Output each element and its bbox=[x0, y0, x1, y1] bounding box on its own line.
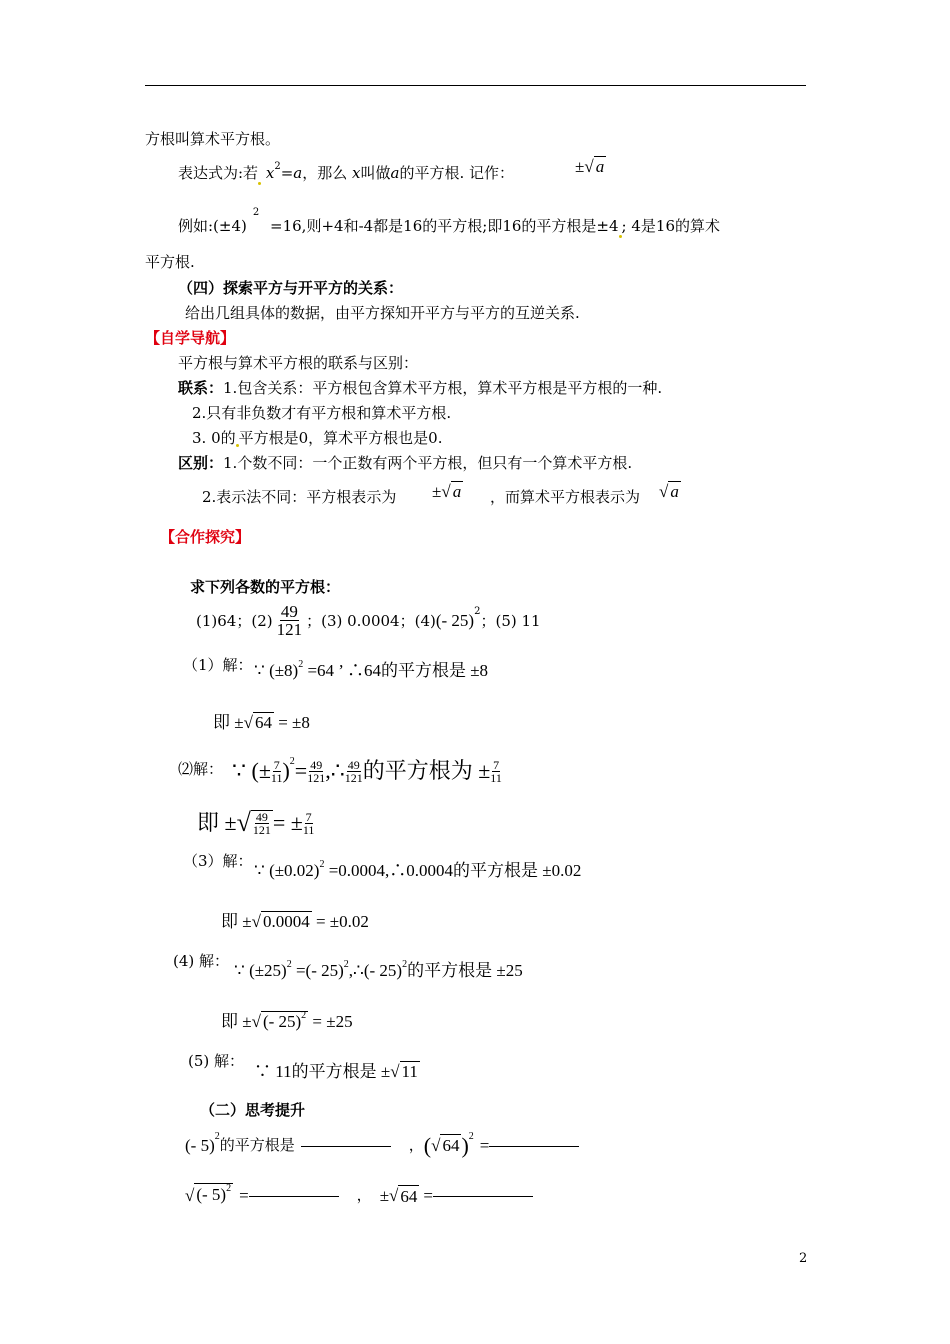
sol4-sup2: 2 bbox=[343, 959, 349, 970]
r1a-text: 的平方根是 bbox=[219, 1137, 295, 1154]
sikao-title: （二）思考提升 bbox=[200, 1101, 306, 1119]
sol1-ji: 即 ± bbox=[213, 713, 244, 732]
lianxi-1: 1.包含关系：平方根包含算术平方根，算术平方根是平方根的一种. bbox=[223, 379, 663, 397]
sol2-label: ⑵解： bbox=[178, 760, 224, 778]
sol2-frac-7-11-b bbox=[490, 759, 502, 784]
answer-blank-2[interactable] bbox=[489, 1145, 579, 1147]
pm-sign-2: ± bbox=[432, 482, 442, 501]
def-a2: a bbox=[390, 164, 400, 182]
sol4-res: = ±25 bbox=[308, 1012, 353, 1031]
sol4-sup3: 2 bbox=[402, 959, 408, 970]
sol4-result: 即 ±√ (- 25)$^2$ = ±25 bbox=[221, 1010, 353, 1031]
header-rule bbox=[145, 85, 806, 86]
sol1-rest: =64 ’ ∴64的平方根是 ±8 bbox=[303, 661, 489, 680]
item-4-sup: 2 bbox=[474, 605, 481, 617]
def-sup: 2 bbox=[274, 161, 281, 172]
qubie-1: 1.个数不同：一个正数有两个平方根，但只有一个算术平方根. bbox=[223, 454, 633, 472]
r2b-pm: ± bbox=[379, 1186, 390, 1205]
def-end: 的平方根. 记作： bbox=[399, 164, 514, 182]
r2a-radsign: √ bbox=[185, 1186, 195, 1205]
sol2-fd4: 11 bbox=[490, 770, 502, 785]
example-line bbox=[178, 207, 720, 238]
sol4-label: (4) 解： bbox=[173, 952, 230, 970]
sol3-sup: 2 bbox=[319, 859, 325, 870]
qubie-notation-pm: ±√ a bbox=[432, 482, 462, 501]
sol3-result: 即 ±√ 0.0004 = ±0.02 bbox=[221, 912, 369, 931]
lianxi-label: 联系： bbox=[178, 379, 224, 397]
answer-blank-1[interactable] bbox=[301, 1145, 391, 1147]
sol1-sup: 2 bbox=[298, 659, 304, 670]
answer-blank-4[interactable] bbox=[433, 1195, 533, 1197]
qubie-notation-arith: √ a bbox=[659, 482, 679, 501]
radicand-a: a bbox=[595, 157, 605, 176]
sol2-ji: 即 ± bbox=[197, 810, 237, 835]
item-5: ；(5) 11 bbox=[480, 611, 541, 630]
sol2-mid: ,∴ bbox=[325, 758, 345, 783]
sol2-eq bbox=[232, 758, 502, 784]
def-pre: 表达式为:若 bbox=[178, 164, 259, 182]
def-a: a bbox=[293, 164, 303, 182]
mark-dot-2 bbox=[619, 235, 622, 238]
sol3-label: （3）解： bbox=[183, 852, 253, 870]
def-x2: x bbox=[352, 164, 361, 182]
r2a-sup: 2 bbox=[226, 1183, 232, 1194]
item-3: ；(3) 0.0004； bbox=[306, 611, 415, 630]
sikao-row-1: (- 5) 2 的平方根是 ， ( √ 64 ) 2 = bbox=[185, 1134, 579, 1157]
frac-num: 49 bbox=[280, 602, 298, 621]
page-number: 2 bbox=[799, 1251, 808, 1266]
sol3-rad: 0.0004 bbox=[262, 912, 310, 931]
sol2-fd5: 11 bbox=[302, 822, 315, 837]
sol2-result bbox=[197, 810, 314, 836]
hezuo-title: 【合作探究】 bbox=[160, 528, 251, 546]
def-notation: ±√ a bbox=[575, 157, 605, 176]
lianxi-line-2: 2.只有非负数才有平方根和算术平方根. bbox=[192, 404, 452, 422]
lianxi-line-1 bbox=[178, 379, 662, 397]
example-text: =16,则+4和-4都是16的平方根;即16的平方根是±4 bbox=[270, 217, 619, 235]
sol4-ji: 即 ± bbox=[221, 1012, 252, 1031]
sol2-eq2: = ± bbox=[272, 810, 303, 835]
sol1-result: 即 ±√ 64 = ±8 bbox=[213, 713, 310, 732]
sol5-eq: ∵ 11的平方根是 ±√ 11 bbox=[254, 1062, 418, 1081]
item-2: (2) bbox=[251, 611, 273, 630]
qubie-line-2: 2.表示法不同：平方根表示为 bbox=[202, 488, 397, 506]
sol5-rad: 11 bbox=[401, 1062, 418, 1081]
comma-1: ， bbox=[408, 1137, 424, 1154]
frac-den: 121 bbox=[276, 620, 303, 639]
sol2-post: ) bbox=[282, 758, 290, 783]
item-1: (1)64； bbox=[196, 611, 252, 630]
r1a: (- 5) bbox=[185, 1135, 215, 1155]
example-text2: ; 4是16的算术 bbox=[621, 217, 720, 235]
radicand-a-3: a bbox=[670, 482, 679, 501]
zixue-title: 【自学导航】 bbox=[145, 329, 236, 347]
sikao-row-2: √ (- 5)$^2$ = ， ± √ 64 = bbox=[185, 1183, 533, 1209]
item-4-value: (- 25) bbox=[435, 610, 475, 630]
sol1-eq-a: ∵ (±8) bbox=[254, 661, 299, 680]
paragraph-continuation: 方根叫算术平方根。 bbox=[145, 130, 281, 148]
sol4-eq bbox=[234, 960, 523, 985]
sol3-ji: 即 ± bbox=[221, 912, 252, 931]
sol2-frac-7-11-c bbox=[303, 811, 315, 836]
item-4: (4) bbox=[414, 611, 436, 630]
sol2-radical-sign: √ bbox=[236, 808, 251, 837]
sol4-rest: 的平方根是 ±25 bbox=[407, 961, 523, 980]
sol3-res: = ±0.02 bbox=[311, 912, 369, 931]
sol1-label: （1）解： bbox=[183, 656, 253, 674]
sol2-fd: 11 bbox=[270, 770, 283, 785]
task-title: 求下列各数的平方根： bbox=[190, 578, 341, 596]
def-mid2: 叫做 bbox=[360, 164, 391, 182]
sol5-label: (5) 解： bbox=[188, 1052, 245, 1070]
sol4-eq-a: ∵ (±25) bbox=[234, 961, 287, 980]
section4-body: 给出几组具体的数据，由平方探知开平方与平方的互逆关系. bbox=[185, 304, 580, 322]
r1b-sup: 2 bbox=[468, 1130, 474, 1142]
sol2-rd: 121 bbox=[252, 823, 271, 837]
radicand-a-2: a bbox=[452, 482, 462, 501]
sol3-eq bbox=[254, 860, 581, 885]
sol4-rad bbox=[261, 1011, 308, 1031]
sol2-pre: ∵ (± bbox=[232, 758, 271, 783]
answer-blank-3[interactable] bbox=[249, 1195, 339, 1197]
sol2-end: 的平方根为 ± bbox=[362, 758, 491, 783]
sol2-rn: 49 bbox=[255, 810, 268, 824]
sol1-rad: 64 bbox=[254, 713, 272, 732]
example-continuation: 平方根. bbox=[145, 253, 195, 271]
sol2-fn3: 49 bbox=[347, 757, 360, 772]
sol5-pre: ∵ 11的平方根是 ± bbox=[254, 1062, 391, 1081]
sol4-radsup: 2 bbox=[301, 1010, 307, 1021]
sol2-eq-sign: = bbox=[294, 758, 308, 783]
def-mid: ，那么 bbox=[302, 164, 348, 182]
sol2-fn2: 49 bbox=[310, 757, 323, 772]
sol2-fd2: 121 bbox=[307, 770, 326, 785]
sol3-eq-a: ∵ (±0.02) bbox=[254, 861, 320, 880]
lianxi-3b: 平方根是0，算术平方根也是0. bbox=[238, 429, 443, 447]
comma-2: ， bbox=[356, 1188, 372, 1204]
pm-sign: ± bbox=[575, 157, 585, 176]
def-x: x bbox=[265, 164, 275, 182]
r2b-rad: 64 bbox=[400, 1186, 418, 1206]
sol2-frac-49-121-b bbox=[345, 759, 363, 784]
r2b-eq: = bbox=[423, 1186, 433, 1205]
example-sup: 2 bbox=[252, 207, 260, 218]
fraction-49-121 bbox=[277, 603, 303, 638]
r1b-close: ) bbox=[461, 1132, 469, 1158]
r1b-open: ( bbox=[423, 1132, 432, 1158]
zixue-intro: 平方根与算术平方根的联系与区别： bbox=[178, 354, 419, 372]
sol3-rest: =0.0004,∴0.0004的平方根是 ±0.02 bbox=[324, 861, 582, 880]
sol4-mid: =(- 25) bbox=[291, 961, 344, 980]
example-pre: 例如:(±4) bbox=[178, 217, 247, 235]
section4-title: （四）探索平方与开平方的关系： bbox=[178, 279, 404, 297]
sol1-res: = ±8 bbox=[273, 713, 310, 732]
r1a-sup: 2 bbox=[214, 1130, 220, 1142]
problem-list bbox=[196, 603, 541, 638]
sol2-frac-7-11 bbox=[271, 759, 283, 784]
lianxi-line-3 bbox=[192, 429, 442, 447]
def-eq: = bbox=[280, 164, 294, 182]
sol2-fn: 7 bbox=[273, 757, 280, 772]
qubie-line-1 bbox=[178, 454, 632, 472]
qubie-line-2b: ，而算术平方根表示为 bbox=[490, 488, 641, 506]
sol4-sup: 2 bbox=[286, 959, 292, 970]
sol4-rad-val: (- 25) bbox=[262, 1012, 302, 1031]
definition-line bbox=[178, 161, 514, 185]
sol2-sup: 2 bbox=[289, 756, 295, 767]
sol2-rad-frac bbox=[251, 810, 273, 836]
sol1-eq bbox=[254, 660, 488, 685]
sol4-mid2: ,∴(- 25) bbox=[348, 961, 403, 980]
r1b-eq: = bbox=[479, 1135, 490, 1155]
lianxi-3a: 3. 0的 bbox=[192, 429, 236, 447]
mark-dot bbox=[258, 182, 261, 185]
r2a-eq: = bbox=[239, 1186, 249, 1205]
r1b-rad: 64 bbox=[442, 1136, 460, 1155]
sol2-frac-49-121 bbox=[307, 759, 325, 784]
sol2-fn4: 7 bbox=[493, 757, 500, 772]
r2a-rad-val: (- 5) bbox=[196, 1185, 227, 1204]
sol2-fd3: 121 bbox=[344, 770, 363, 785]
qubie-label: 区别： bbox=[178, 454, 224, 472]
r2a-rad bbox=[194, 1183, 233, 1209]
sol2-fn5: 7 bbox=[305, 809, 312, 824]
